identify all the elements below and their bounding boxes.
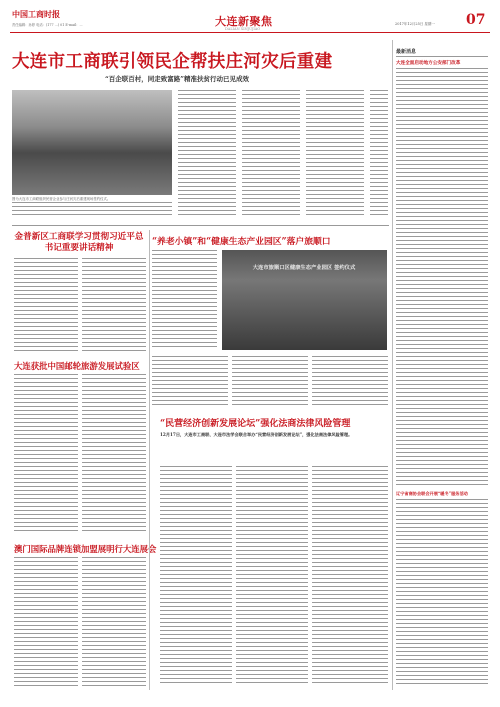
photo-caption-text: 图为大连市工商联组织民营企业参与庄河灾后重建现场签约仪式。 bbox=[12, 197, 111, 201]
article5-body-col1 bbox=[14, 557, 78, 687]
lead-photo bbox=[12, 90, 172, 195]
article4-summary-text: 12月17日，大连市工商联、大连市法学会联合举办“民营经济创新发展论坛”，强化法商法律风险管理。 bbox=[160, 432, 353, 437]
right-item1-title: 大连全面启动地方公安部门改革 bbox=[396, 61, 461, 66]
article4-title: “民营经济创新发展论坛”强化法商法律风险管理 bbox=[160, 419, 351, 429]
section-divider-1 bbox=[12, 225, 389, 226]
paper-sub: 责任编辑：孙婷 电话：(177 ...) 01 E-mail：... bbox=[12, 23, 83, 27]
right-item2-title: 辽宁省商协会联合开展“暖冬”服务活动 bbox=[396, 491, 468, 496]
masthead bbox=[0, 0, 500, 34]
right-col-rule bbox=[396, 56, 488, 57]
article3-body-col1 bbox=[14, 374, 78, 534]
section-en: DALIAN XINJUJIAO bbox=[225, 27, 261, 31]
left-col-divider bbox=[149, 230, 150, 690]
article2-banner: 大连市旅顺口区健康生态产业园区 签约仪式 bbox=[252, 265, 356, 271]
article2-body-col3 bbox=[312, 356, 388, 406]
article4-body-col2 bbox=[236, 466, 308, 686]
article1-body-col1 bbox=[14, 258, 78, 353]
article1-body-col2 bbox=[82, 258, 146, 353]
right-col-divider bbox=[392, 40, 393, 690]
article4-body-col3 bbox=[312, 466, 388, 686]
section-title: 大连新聚焦 bbox=[215, 15, 273, 28]
page-number: 07 bbox=[466, 12, 486, 28]
lead-body-col1 bbox=[178, 90, 236, 215]
article2-body-col1 bbox=[152, 356, 228, 406]
lead-headline: 大连市工商联引领民企帮扶庄河灾后重建 bbox=[12, 52, 333, 72]
lead-subhead: “百企联百村，同走致富路”精准扶贫行动已见成效 bbox=[105, 75, 249, 83]
masthead-rule bbox=[10, 32, 490, 33]
caption-lines bbox=[12, 202, 172, 218]
article3-body-col2 bbox=[82, 374, 146, 534]
right-item2-body bbox=[396, 499, 488, 687]
article2-intro bbox=[152, 250, 217, 350]
article2-photo bbox=[222, 250, 387, 350]
article5-body-col2 bbox=[82, 557, 146, 687]
article2-title: “养老小镇”和“健康生态产业园区”落户旅顺口 bbox=[152, 237, 331, 247]
right-col-header: 最新消息 bbox=[396, 49, 417, 55]
lead-body-col2 bbox=[242, 90, 300, 215]
article4-body-col1 bbox=[160, 466, 232, 686]
right-item1-body bbox=[396, 68, 488, 488]
lead-body-col4 bbox=[370, 90, 388, 215]
article1-title-text: 金普新区工商联学习贯彻习近平总书记重要讲话精神 bbox=[14, 232, 144, 253]
article4-summary bbox=[160, 432, 388, 462]
article1-title bbox=[14, 232, 144, 254]
paper-name: 中国工商时报 bbox=[12, 9, 60, 19]
date: 2017年12月25日 星期一 bbox=[395, 22, 435, 26]
article2-body-col2 bbox=[232, 356, 308, 406]
photo-caption bbox=[12, 197, 172, 219]
lead-body-col3 bbox=[306, 90, 364, 215]
article3-title: 大连获批中国邮轮旅游发展试验区 bbox=[14, 361, 140, 371]
article5-title: 澳门国际品牌连锁加盟展明行大连展会 bbox=[14, 544, 157, 554]
